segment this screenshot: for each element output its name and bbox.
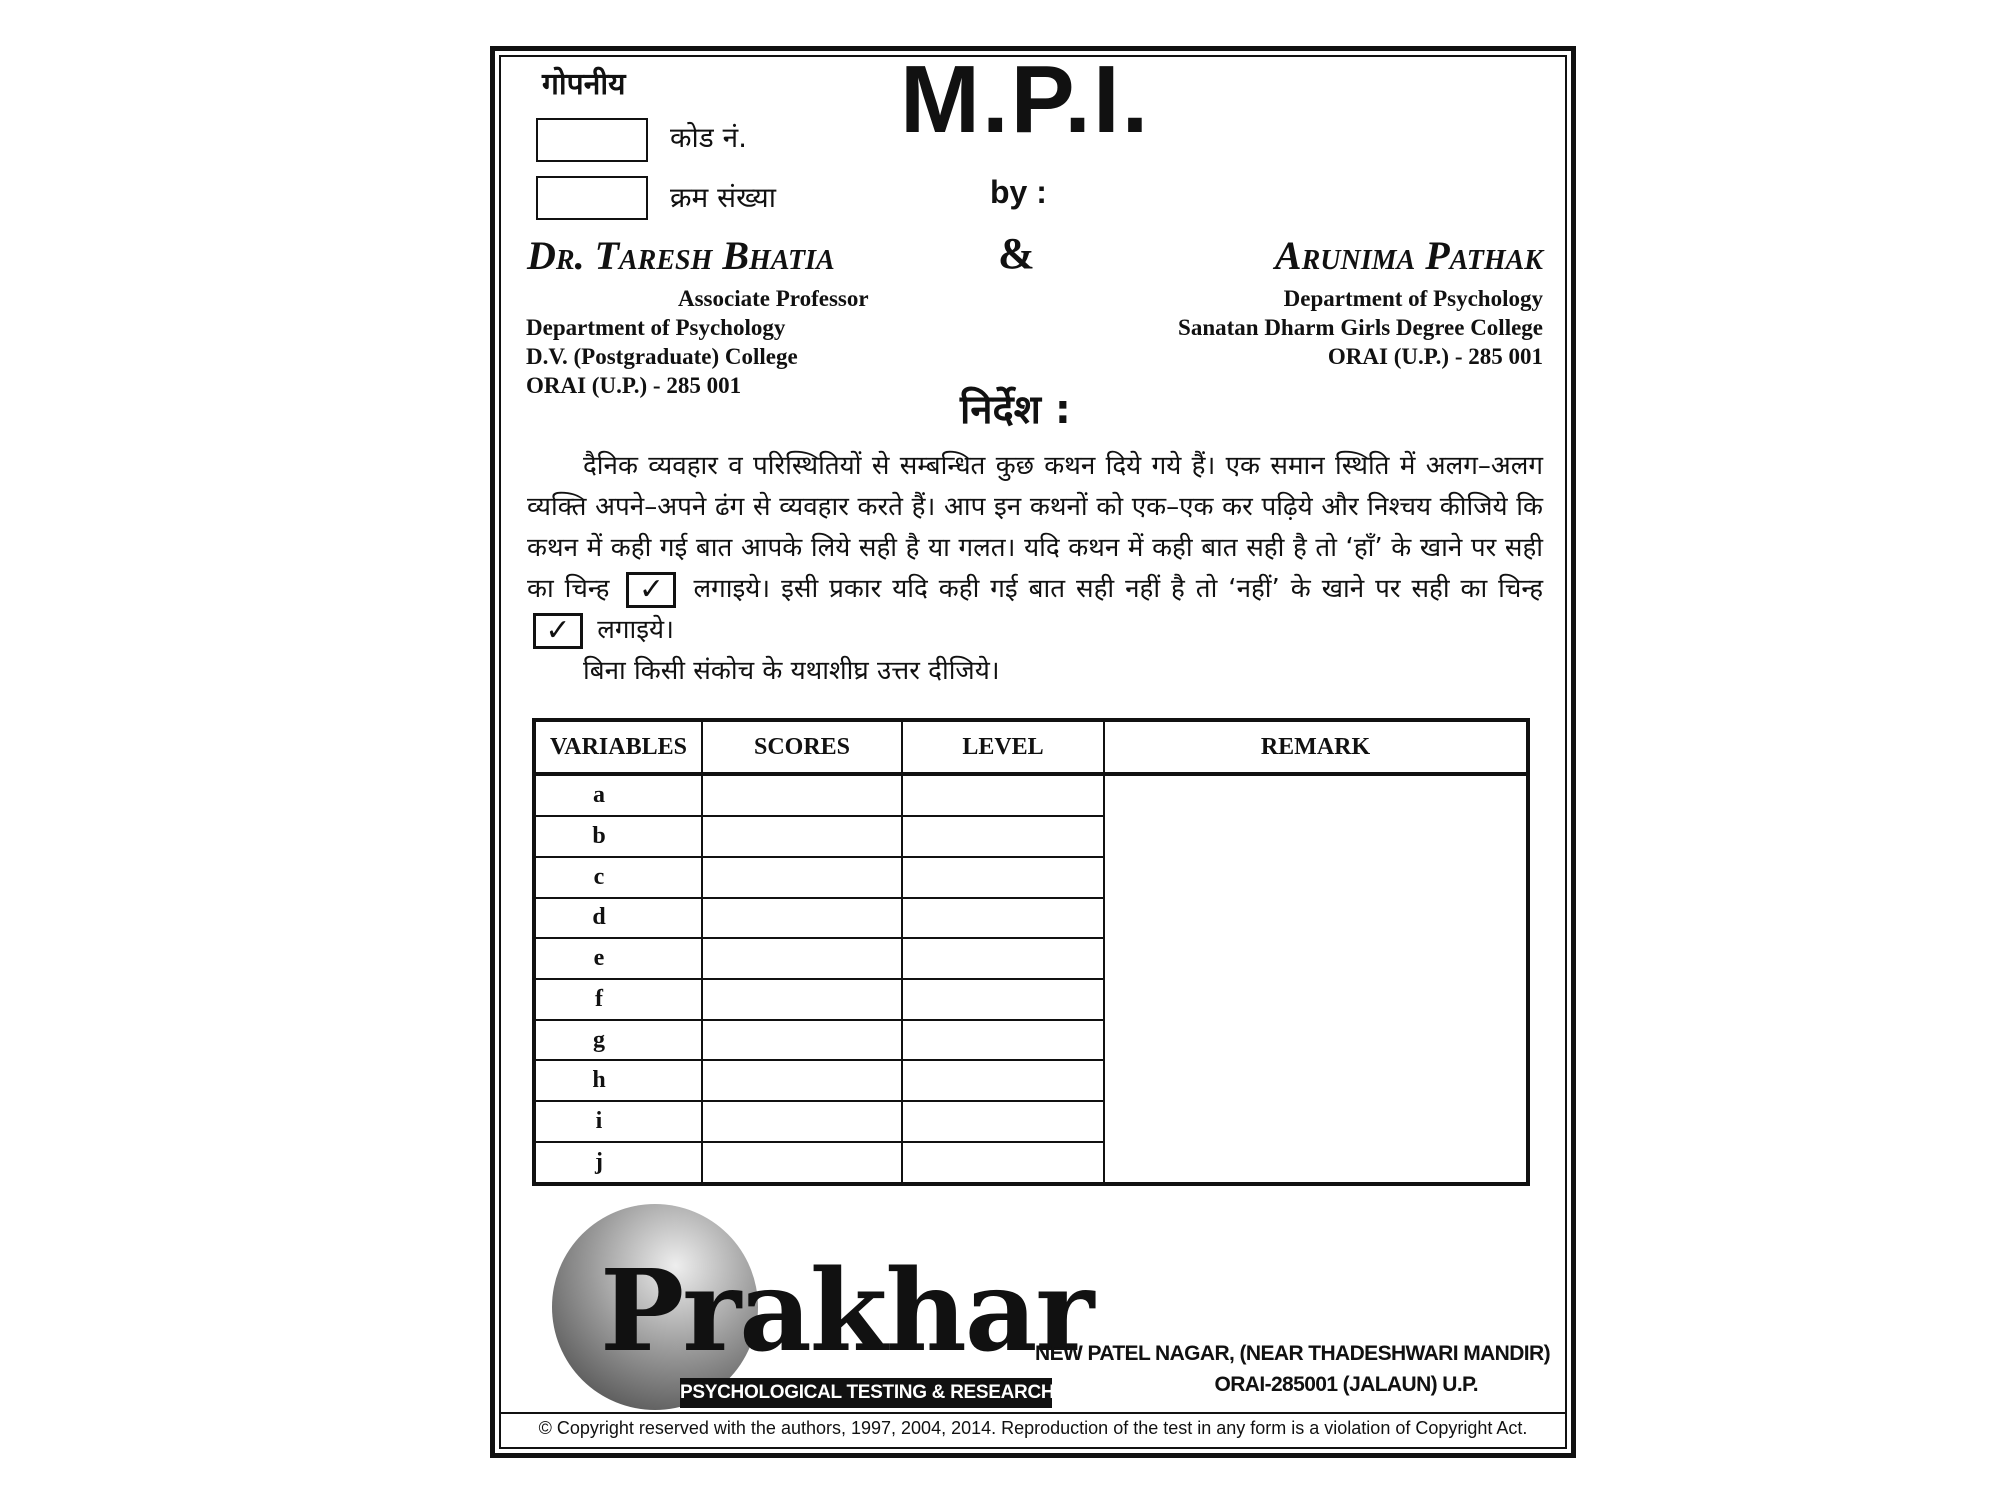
scores-table bbox=[532, 718, 1530, 1186]
table-header-row bbox=[534, 720, 1528, 774]
column-header-level: LEVEL bbox=[902, 720, 1104, 774]
instructions-text: लगाइये। bbox=[597, 615, 674, 645]
affiliation-line: D.V. (Postgraduate) College bbox=[526, 344, 798, 369]
instructions-text: लगाइये। इसी प्रकार यदि कही गई बात सही नहीं है तो ‘नहीं’ के खाने पर सही का चिन्ह bbox=[693, 574, 1544, 604]
code-number-box[interactable] bbox=[536, 118, 648, 162]
score-cell[interactable] bbox=[702, 857, 902, 898]
level-cell[interactable] bbox=[902, 898, 1104, 939]
affiliation-line: Department of Psychology bbox=[1283, 286, 1543, 311]
column-header-remark: REMARK bbox=[1104, 720, 1528, 774]
variable-cell: a bbox=[534, 774, 702, 816]
author-right-name: Arunima Pathak bbox=[1274, 233, 1543, 278]
affiliation-line: Associate Professor bbox=[678, 286, 869, 311]
instructions-paragraph: बिना किसी संकोच के यथाशीघ्र उत्तर दीजिये। bbox=[583, 656, 1000, 686]
copyright-notice: © Copyright reserved with the authors, 1997, 2004, 2014. Reproduction of the test in any form is a violation of Copyright Act. bbox=[538, 1418, 1528, 1438]
variable-cell: h bbox=[534, 1060, 702, 1101]
score-cell[interactable] bbox=[702, 1142, 902, 1184]
variable-cell: e bbox=[534, 938, 702, 979]
level-cell[interactable] bbox=[902, 857, 1104, 898]
remark-cell[interactable] bbox=[1104, 774, 1528, 1184]
code-number-label: कोड नं. bbox=[670, 121, 748, 154]
test-title: M.P.I. bbox=[900, 46, 1151, 153]
affiliation-line: ORAI (U.P.) - 285 001 bbox=[526, 373, 742, 398]
author-separator: & bbox=[998, 229, 1035, 278]
publisher-logo-wordmark: Prakhar bbox=[600, 1246, 1093, 1377]
score-cell[interactable] bbox=[702, 816, 902, 857]
by-label: by : bbox=[990, 174, 1047, 210]
score-cell[interactable] bbox=[702, 979, 902, 1020]
instructions-text: दैनिक व्यवहार व परिस्थितियों से सम्बन्धित कुछ कथन दिये गये हैं। एक समान स्थिति में अलग–अलग व्यक्ति अपने–अपने ढंग से व्यवहार करते हैं। आप इन कथनों को एक–एक कर पढ़िये और निश्चय कीजिये कि कथन में कही गई बात आपके लिये सही है या गलत। यदि कथन में कही बात सही है तो ‘हाँ’ के खाने पर सही का चिन्ह bbox=[527, 451, 1543, 604]
variable-cell: i bbox=[534, 1101, 702, 1142]
score-cell[interactable] bbox=[702, 1101, 902, 1142]
score-cell[interactable] bbox=[702, 774, 902, 816]
variable-cell: d bbox=[534, 898, 702, 939]
serial-number-label: क्रम संख्या bbox=[670, 181, 776, 214]
variable-cell: g bbox=[534, 1020, 702, 1061]
publisher-logo-tagline: PSYCHOLOGICAL TESTING & RESEARCH CENTRE bbox=[680, 1378, 1052, 1408]
level-cell[interactable] bbox=[902, 1142, 1104, 1184]
variable-cell: j bbox=[534, 1142, 702, 1184]
tick-mark-icon: ✓ bbox=[626, 572, 676, 608]
level-cell[interactable] bbox=[902, 979, 1104, 1020]
author-left-affiliation bbox=[526, 284, 869, 400]
level-cell[interactable] bbox=[902, 774, 1104, 816]
level-cell[interactable] bbox=[902, 1101, 1104, 1142]
column-header-scores: SCORES bbox=[702, 720, 902, 774]
affiliation-line: Sanatan Dharm Girls Degree College bbox=[1178, 315, 1543, 340]
instructions-title: निर्देश : bbox=[960, 387, 1071, 433]
serial-number-box[interactable] bbox=[536, 176, 648, 220]
author-left-name: Dr. Taresh Bhatia bbox=[527, 233, 835, 278]
level-cell[interactable] bbox=[902, 1060, 1104, 1101]
instructions-body bbox=[527, 446, 1543, 692]
score-cell[interactable] bbox=[702, 1060, 902, 1101]
instructions-paragraph bbox=[527, 446, 1543, 651]
column-header-variables: VARIABLES bbox=[534, 720, 702, 774]
score-cell[interactable] bbox=[702, 1020, 902, 1061]
author-right-affiliation bbox=[1178, 284, 1543, 371]
confidential-label: गोपनीय bbox=[542, 67, 626, 102]
variable-cell: b bbox=[534, 816, 702, 857]
level-cell[interactable] bbox=[902, 816, 1104, 857]
publisher-address-line: NEW PATEL NAGAR, (NEAR THADESHWARI MANDIR) bbox=[1035, 1342, 1550, 1365]
level-cell[interactable] bbox=[902, 1020, 1104, 1061]
score-cell[interactable] bbox=[702, 898, 902, 939]
affiliation-line: Department of Psychology bbox=[526, 315, 786, 340]
variable-cell: f bbox=[534, 979, 702, 1020]
footer-divider bbox=[499, 1412, 1567, 1414]
publisher-address-line: ORAI-285001 (JALAUN) U.P. bbox=[1214, 1373, 1478, 1396]
tick-mark-icon: ✓ bbox=[533, 613, 583, 649]
variable-cell: c bbox=[534, 857, 702, 898]
affiliation-line: ORAI (U.P.) - 285 001 bbox=[1327, 344, 1543, 369]
score-cell[interactable] bbox=[702, 938, 902, 979]
table-row bbox=[534, 774, 1528, 816]
level-cell[interactable] bbox=[902, 938, 1104, 979]
